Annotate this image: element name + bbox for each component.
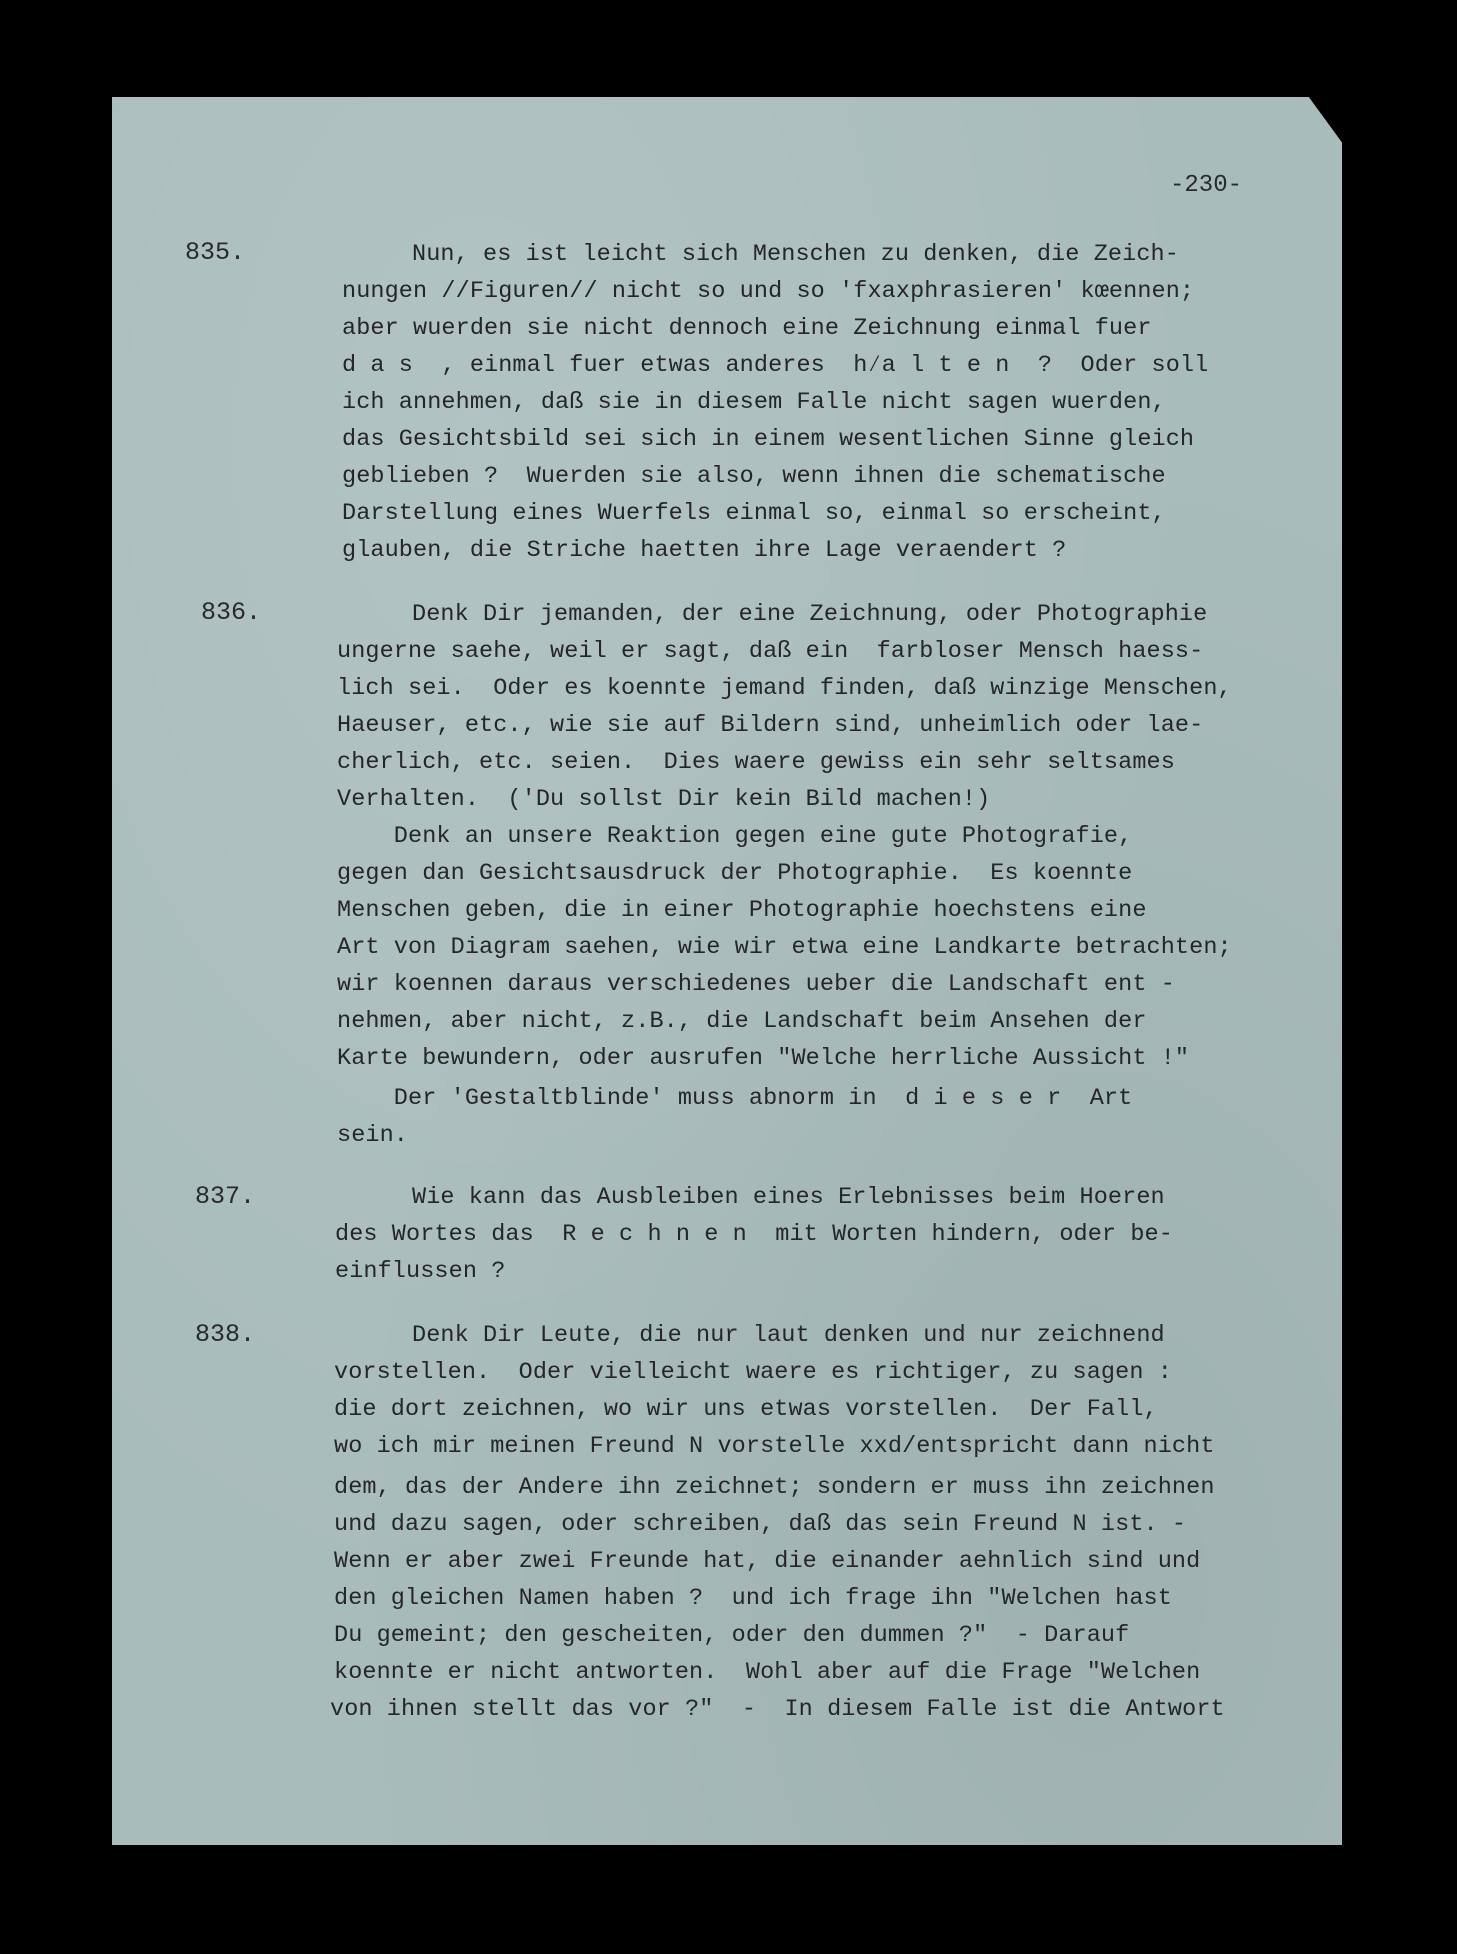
text-line: dem, das der Andere ihn zeichnet; sondern er muss ihn zeichnen — [334, 1474, 1215, 1501]
text-line: die dort zeichnen, wo wir uns etwas vorstellen. Der Fall, — [334, 1396, 1158, 1423]
text-line: nehmen, aber nicht, z.B., die Landschaft beim Ansehen der — [337, 1008, 1147, 1035]
text-line: sein. — [337, 1122, 409, 1149]
page-number: -230- — [1170, 172, 1243, 199]
text-line: nungen //Figuren// nicht so und so 'fxaxphrasieren' kœennen; — [342, 278, 1195, 305]
text-line: den gleichen Namen haben ? und ich frage ihn "Welchen hast — [334, 1585, 1172, 1612]
text-line: glauben, die Striche haetten ihre Lage veraendert ? — [342, 537, 1067, 564]
text-line: und dazu sagen, oder schreiben, daß das sein Freund N ist. - — [334, 1511, 1187, 1538]
text-line: Darstellung eines Wuerfels einmal so, einmal so erscheint, — [342, 500, 1166, 527]
text-line: Art von Diagram saehen, wie wir etwa eine Landkarte betrachten; — [337, 934, 1232, 961]
paragraph-number-836: 836. — [201, 598, 262, 627]
text-line: lich sei. Oder es koennte jemand finden, daß winzige Menschen, — [337, 675, 1232, 702]
text-line: Du gemeint; den gescheiten, oder den dummen ?" - Darauf — [334, 1622, 1130, 1649]
text-line: cherlich, etc. seien. Dies waere gewiss ein sehr seltsames — [337, 749, 1175, 776]
text-line: von ihnen stellt das vor ?" - In diesem Falle ist die Antwort — [330, 1696, 1225, 1723]
text-line: ungerne saehe, weil er sagt, daß ein farbloser Mensch haess- — [337, 638, 1204, 665]
text-line: koennte er nicht antworten. Wohl aber auf die Frage "Welchen — [334, 1659, 1201, 1686]
text-line: Denk Dir Leute, die nur laut denken und nur zeichnend — [412, 1322, 1165, 1349]
text-line: Wie kann das Ausbleiben eines Erlebnisses beim Hoeren — [412, 1184, 1165, 1211]
text-line: Karte bewundern, oder ausrufen "Welche herrliche Aussicht !" — [337, 1045, 1190, 1072]
paragraph-number-835: 835. — [185, 238, 246, 267]
text-line: wo ich mir meinen Freund N vorstelle xxd/entspricht dann nicht — [334, 1433, 1215, 1460]
paragraph-number-837: 837. — [195, 1182, 256, 1211]
text-line: Verhalten. ('Du sollst Dir kein Bild machen!) — [337, 786, 991, 813]
text-line: vorstellen. Oder vielleicht waere es richtiger, zu sagen : — [334, 1359, 1172, 1386]
text-line: Denk an unsere Reaktion gegen eine gute Photografie, — [337, 823, 1133, 850]
text-line: ich annehmen, daß sie in diesem Falle nicht sagen wuerden, — [342, 389, 1166, 416]
text-line: d a s , einmal fuer etwas anderes h⁄a l t e n ? Oder soll — [342, 352, 1209, 379]
text-line: das Gesichtsbild sei sich in einem wesentlichen Sinne gleich — [342, 426, 1195, 453]
text-line: Haeuser, etc., wie sie auf Bildern sind, unheimlich oder lae- — [337, 712, 1204, 739]
text-line: Menschen geben, die in einer Photographie hoechstens eine — [337, 897, 1147, 924]
text-line: Denk Dir jemanden, der eine Zeichnung, oder Photographie — [412, 601, 1208, 628]
text-line: gegen dan Gesichtsausdruck der Photographie. Es koennte — [337, 860, 1133, 887]
text-line: Wenn er aber zwei Freunde hat, die einander aehnlich sind und — [334, 1548, 1201, 1575]
text-line: des Wortes das R e c h n e n mit Worten hindern, oder be- — [335, 1221, 1173, 1248]
text-line: wir koennen daraus verschiedenes ueber die Landschaft ent - — [337, 971, 1175, 998]
paragraph-number-838: 838. — [195, 1320, 256, 1349]
text-line: einflussen ? — [335, 1258, 506, 1285]
text-line: aber wuerden sie nicht dennoch eine Zeichnung einmal fuer — [342, 315, 1152, 342]
text-line: Der 'Gestaltblinde' muss abnorm in d i e s e r Art — [337, 1085, 1133, 1112]
text-line: geblieben ? Wuerden sie also, wenn ihnen die schematische — [342, 463, 1166, 490]
text-line: Nun, es ist leicht sich Menschen zu denken, die Zeich- — [412, 241, 1179, 268]
